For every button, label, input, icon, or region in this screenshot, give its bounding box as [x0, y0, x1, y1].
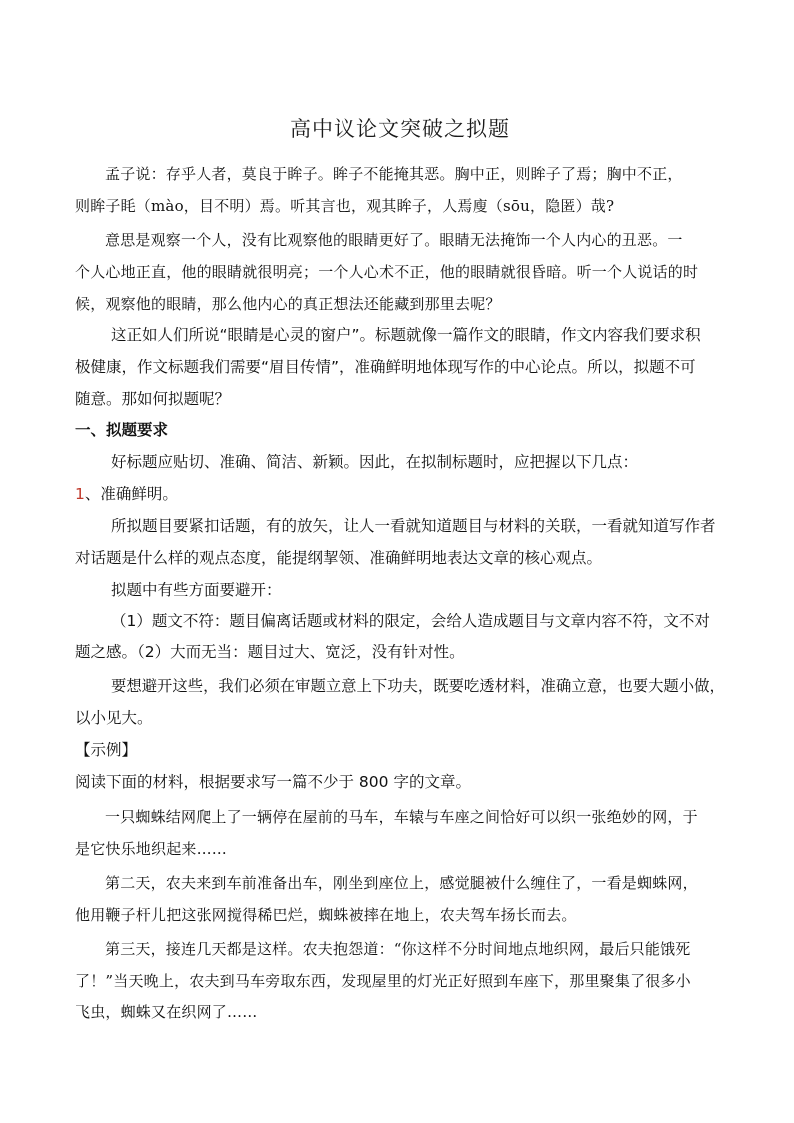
story-3-line-1: 第三天，接连几天都是这样。农夫抱怨道：“你这样不分时间地点地织网，最后只能饿死: [105, 940, 691, 958]
quote-line-2: 则眸子眊（mào，目不明）焉。听其言也，观其眸子，人焉廋（sōu，隐匿）哉?: [75, 197, 615, 215]
paragraph-3-line-1: 这正如人们所说“眼睛是心灵的窗户”。标题就像一篇作文的眼睛，作文内容我们要求积: [111, 326, 701, 344]
quote-line-1: 孟子说：存乎人者，莫良于眸子。眸子不能掩其恶。胸中正，则眸子了焉；胸中不正，: [105, 165, 683, 183]
meaning-line-1: 意思是观察一个人，没有比观察他的眼睛更好了。眼睛无法掩饰一个人内心的丑恶。一: [105, 231, 683, 249]
advice-line-2: 以小见大。: [75, 709, 153, 727]
story-2-line-1: 第二天，农夫来到车前准备出车，刚坐到座位上，感觉腿被什么缠住了，一看是蜘蛛网，: [105, 874, 698, 892]
point-1-para-line-1: 所拟题目要紧扣话题，有的放矢，让人一看就知道题目与材料的关联，一看就知道写作者: [111, 517, 716, 535]
meaning-line-3: 候，观察他的眼睛，那么他内心的真正想法还能藏到那里去呢？: [75, 295, 501, 313]
page-title: 高中议论文突破之拟题: [290, 117, 510, 141]
point-1-heading: [75, 484, 178, 504]
point-1-number: 1: [75, 485, 85, 503]
section-1-lead: 好标题应贴切、准确、简洁、新颖。因此，在拟制标题时，应把握以下几点：: [111, 453, 639, 471]
avoid-line-2: 题之感。（2）大而无当：题目过大、宽泛，没有针对性。: [75, 643, 465, 661]
avoid-lead: 拟题中有些方面要避开：: [111, 581, 282, 599]
story-3-line-2: 了！”当天晚上，农夫到马车旁取东西，发现屋里的灯光正好照到车座下，那里聚集了很多小: [75, 972, 691, 990]
meaning-line-2: 个人心地正直，他的眼睛就很明亮；一个人心术不正，他的眼睛就很昏暗。听一个人说话的时: [75, 263, 699, 281]
avoid-line-1: （1）题文不符：题目偏离话题或材料的限定，会给人造成题目与文章内容不符，文不对: [111, 612, 710, 630]
paragraph-3-line-3: 随意。那如何拟题呢？: [75, 390, 231, 408]
story-2-line-2: 他用鞭子杆儿把这张网搅得稀巴烂，蜘蛛被摔在地上，农夫驾车扬长而去。: [75, 906, 577, 924]
paragraph-3-line-2: 极健康，作文标题我们需要“眉目传情”，准确鲜明地体现写作的中心论点。所以，拟题不可: [75, 358, 696, 376]
point-1-text: 、准确鲜明。: [84, 485, 178, 503]
example-task: 阅读下面的材料，根据要求写一篇不少于 800 字的文章。: [75, 773, 471, 791]
point-1-para-line-2: 对话题是什么样的观点态度，能提纲挈领、准确鲜明地表达文章的核心观点。: [75, 549, 603, 567]
story-1-line-1: 一只蜘蛛结网爬上了一辆停在屋前的马车，车辕与车座之间恰好可以织一张绝妙的网，于: [105, 808, 698, 826]
advice-line-1: 要想避开这些，我们必须在审题立意上下功夫，既要吃透材料，准确立意，也要大题小做，: [111, 677, 725, 695]
story-1-line-2: 是它快乐地织起来……: [75, 840, 228, 858]
example-heading: 【示例】: [75, 741, 138, 759]
story-3-line-3: 飞虫，蜘蛛又在织网了……: [75, 1003, 258, 1021]
section-1-heading: 一、拟题要求: [75, 421, 169, 439]
